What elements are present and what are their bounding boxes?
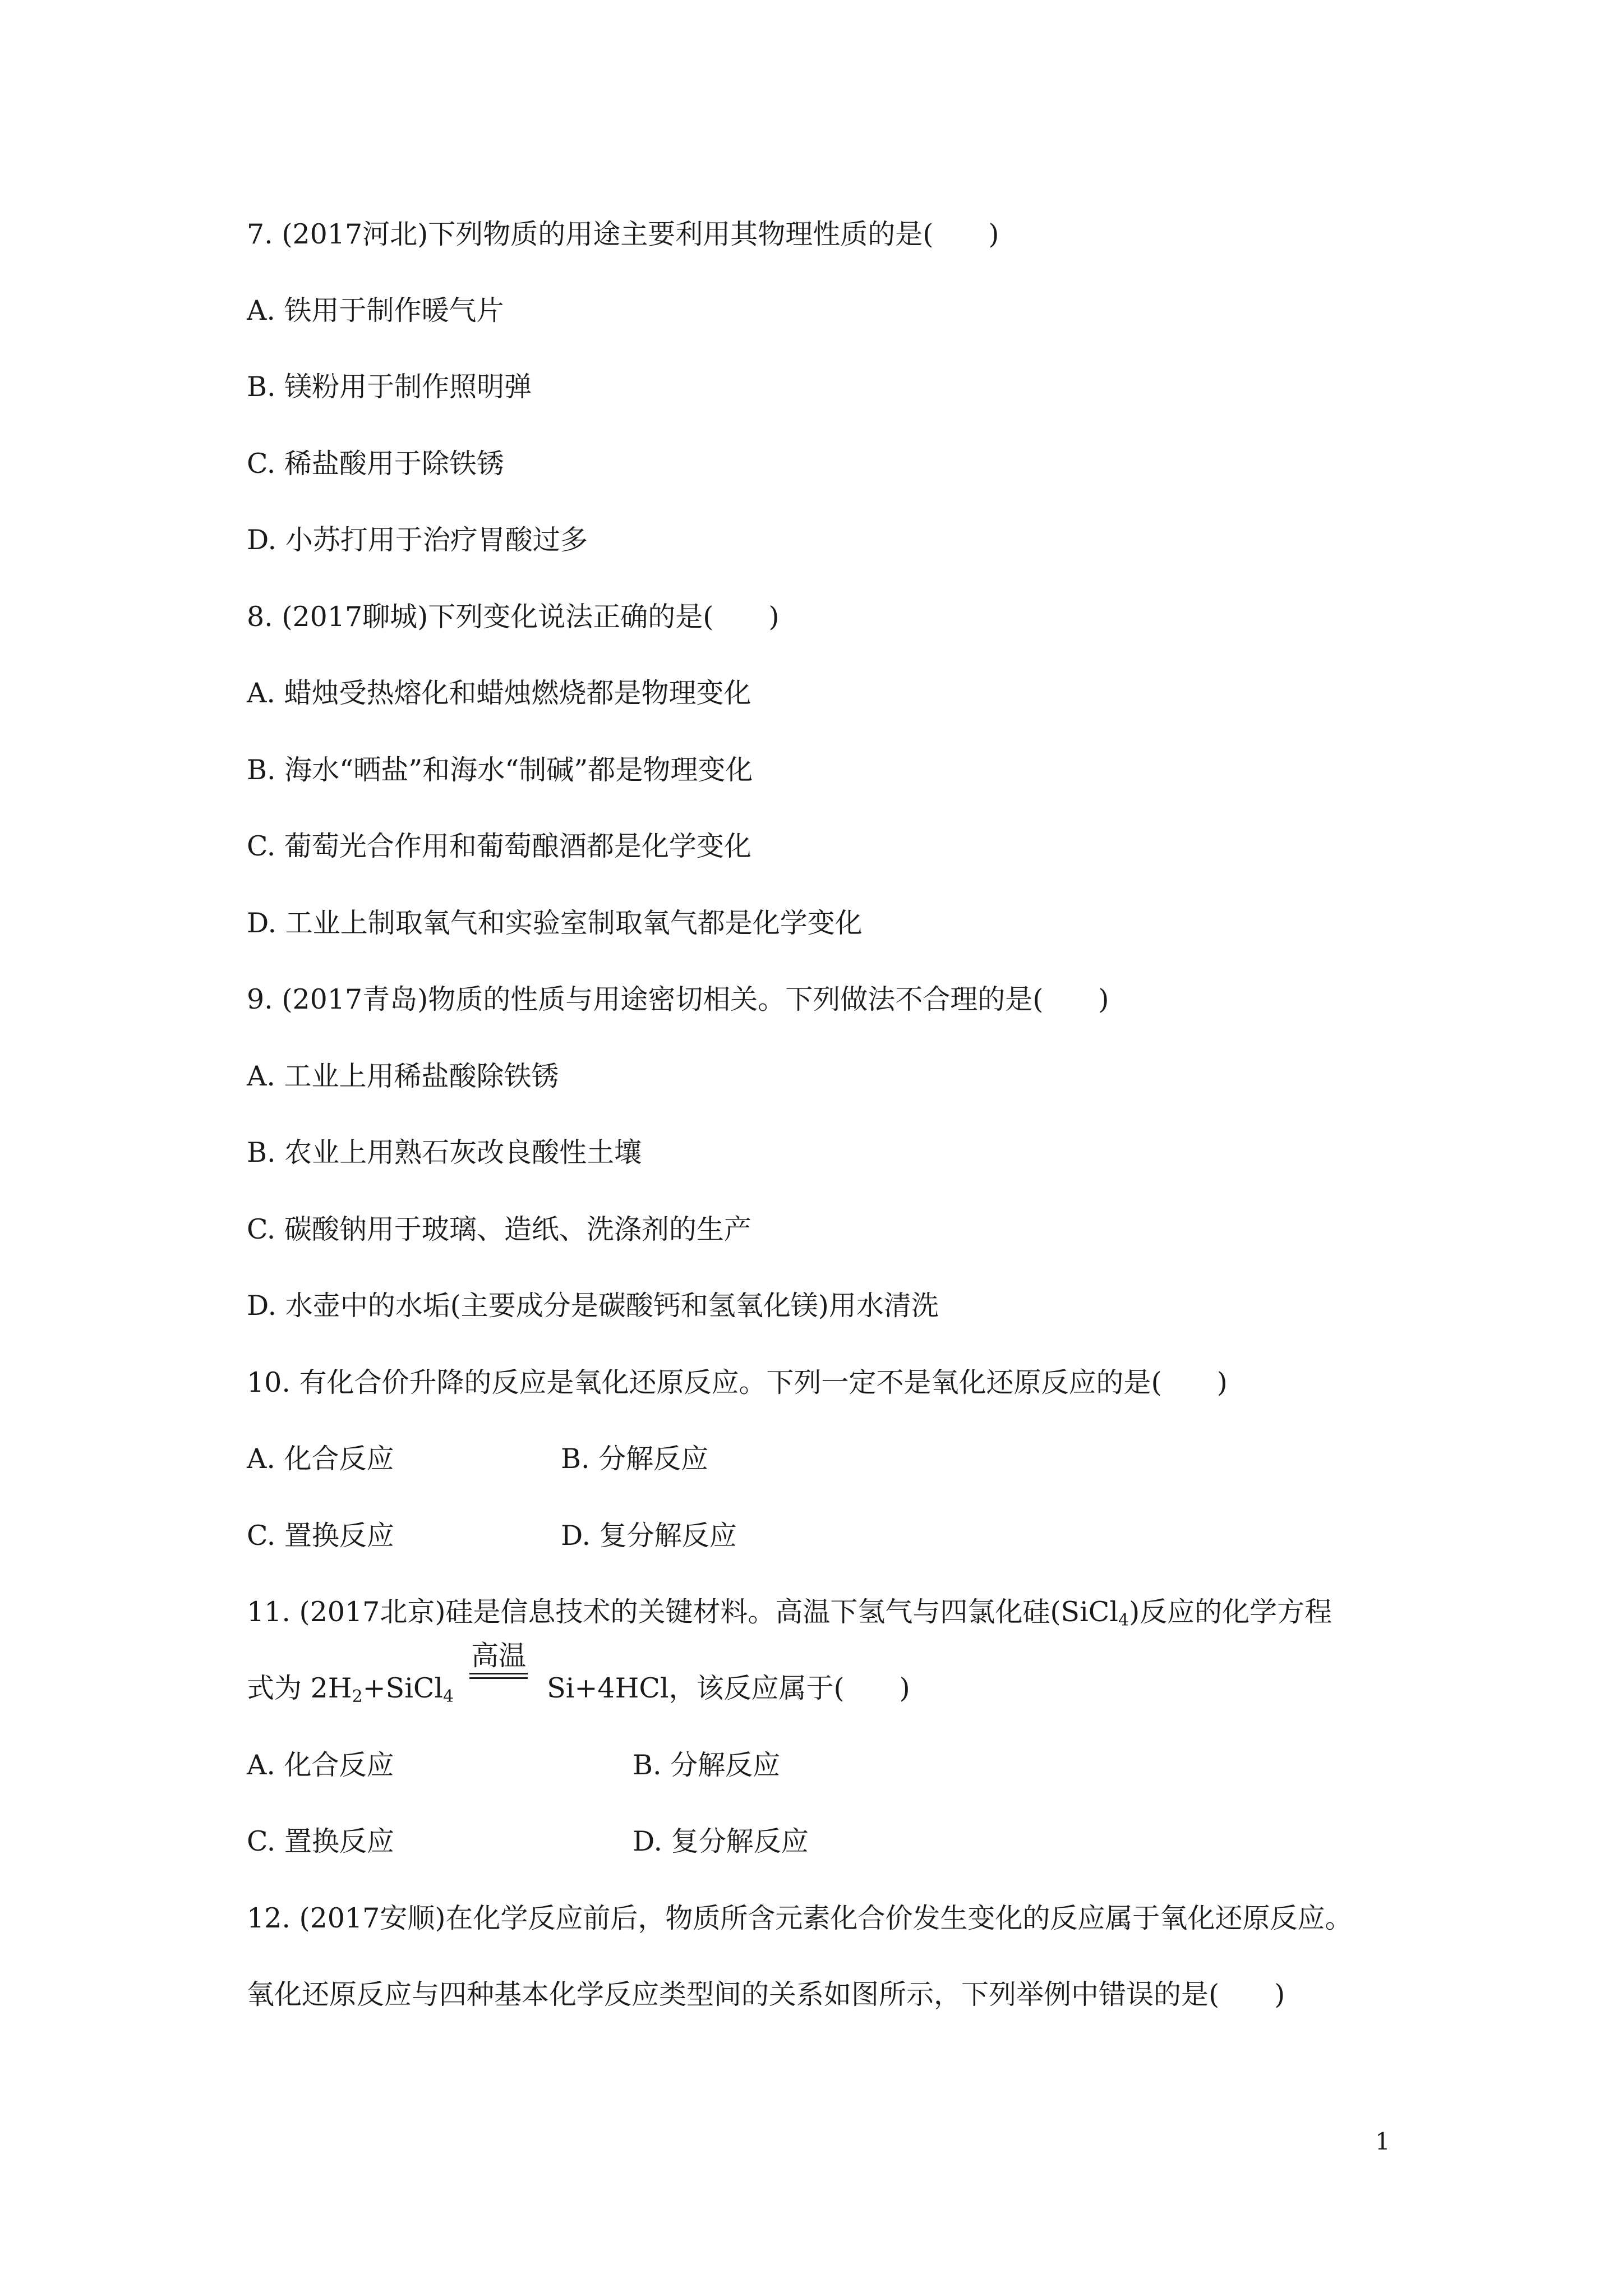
question-9-stem: 9. (2017青岛)物质的性质与用途密切相关。下列做法不合理的是( ) — [247, 983, 1109, 1015]
subscript-h2: 2 — [352, 1687, 363, 1706]
reaction-condition-arrow — [465, 1640, 532, 1705]
question-8-option-a: A. 蜡烛受热熔化和蜡烛燃烧都是物理变化 — [247, 677, 751, 709]
question-11-stem-text-end: )反应的化学方程 — [1129, 1596, 1332, 1628]
question-12-stem-line-2: 氧化还原反应与四种基本化学反应类型间的关系如图所示，下列举例中错误的是( ) — [247, 1978, 1285, 2010]
question-11-option-d: D. 复分解反应 — [633, 1825, 809, 1857]
question-11-equation — [247, 1640, 910, 1706]
question-10-option-d: D. 复分解反应 — [561, 1520, 737, 1552]
question-8-option-c: C. 葡萄光合作用和葡萄酿酒都是化学变化 — [247, 830, 751, 862]
question-11-stem-text: 11. (2017北京)硅是信息技术的关键材料。高温下氢气与四氯化硅(SiCl — [247, 1596, 1118, 1628]
question-9-option-a: A. 工业上用稀盐酸除铁锈 — [247, 1060, 559, 1092]
question-7-option-c: C. 稀盐酸用于除铁锈 — [247, 448, 504, 480]
question-10-option-a: A. 化合反应 — [247, 1443, 394, 1475]
question-7-option-d: D. 小苏打用于治疗胃酸过多 — [247, 524, 588, 556]
subscript-cl4: 4 — [443, 1687, 454, 1706]
question-11-option-c: C. 置换反应 — [247, 1825, 394, 1857]
question-7-stem: 7. (2017河北)下列物质的用途主要利用其物理性质的是( ) — [247, 218, 999, 250]
question-12-stem-line-1: 12. (2017安顺)在化学反应前后，物质所含元素化合价发生变化的反应属于氧化还原反应。 — [247, 1902, 1353, 1934]
equals-bar-top — [469, 1673, 528, 1674]
question-11-option-a: A. 化合反应 — [247, 1749, 394, 1781]
question-9-option-c: C. 碳酸钠用于玻璃、造纸、洗涤剂的生产 — [247, 1213, 751, 1245]
equals-bar-bottom — [469, 1677, 528, 1679]
question-7-option-a: A. 铁用于制作暖气片 — [247, 295, 504, 326]
equation-products: Si+4HCl，该反应属于( ) — [547, 1672, 910, 1704]
question-7-option-b: B. 镁粉用于制作照明弹 — [247, 371, 532, 403]
reaction-condition: 高温 — [471, 1640, 527, 1672]
question-8-option-b: B. 海水“晒盐”和海水“制碱”都是物理变化 — [247, 754, 753, 786]
equation-prefix: 式为 2H — [247, 1672, 352, 1704]
equation-reactant: +SiCl — [362, 1672, 444, 1704]
subscript-4: 4 — [1118, 1611, 1129, 1630]
question-10-option-c: C. 置换反应 — [247, 1520, 394, 1552]
page-number: 1 — [1375, 2128, 1390, 2155]
question-10-option-b: B. 分解反应 — [561, 1443, 709, 1475]
question-9-option-d: D. 水壶中的水垢(主要成分是碳酸钙和氢氧化镁)用水清洗 — [247, 1290, 939, 1322]
question-8-option-d: D. 工业上制取氧气和实验室制取氧气都是化学变化 — [247, 907, 863, 939]
question-9-option-b: B. 农业上用熟石灰改良酸性土壤 — [247, 1137, 642, 1168]
question-11-option-b: B. 分解反应 — [633, 1749, 781, 1781]
question-11-stem — [247, 1595, 1332, 1629]
question-10-stem: 10. 有化合价升降的反应是氧化还原反应。下列一定不是氧化还原反应的是( ) — [247, 1366, 1228, 1398]
question-8-stem: 8. (2017聊城)下列变化说法正确的是( ) — [247, 601, 780, 633]
